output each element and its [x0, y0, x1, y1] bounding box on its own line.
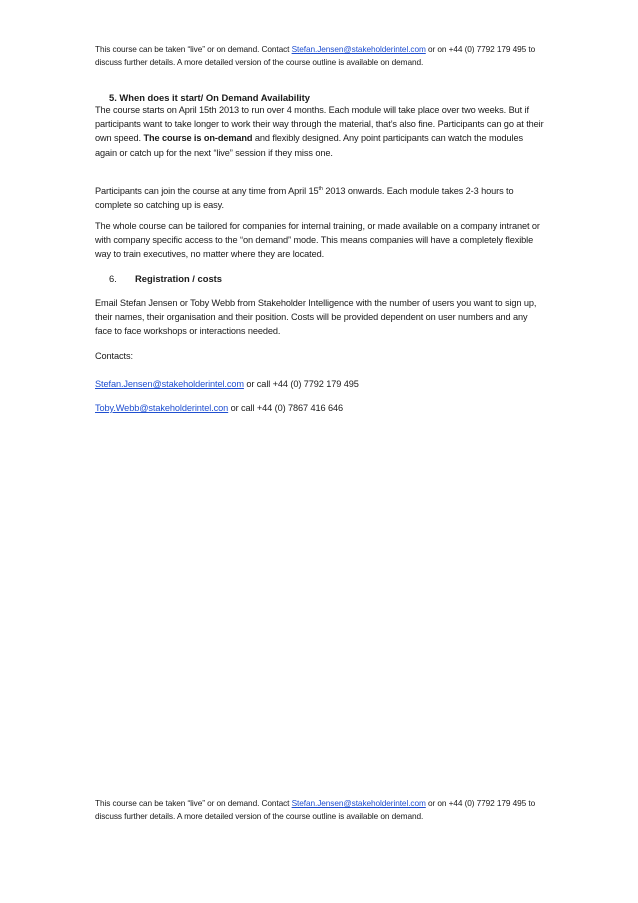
contact-toby: [95, 401, 343, 415]
paragraph-text: and flexibly designed. Any point participants can watch the modules again or catch up for the next “live” session if they miss one.: [95, 133, 523, 158]
section-5-paragraph-1: [95, 103, 545, 160]
section-5-paragraph-3: The whole course can be tailored for companies for internal training, or made available on a company intranet or with company specific access to the “on demand” mode. This means companies will have a completely flexible way to train executives, no matter where they are located.: [95, 221, 540, 260]
page-header: [95, 43, 545, 68]
on-demand-emphasis: The course is on-demand: [143, 133, 253, 144]
paragraph-text: Participants can join the course at any time from April 15: [95, 186, 319, 196]
footer-email-link[interactable]: Stefan.Jensen@stakeholderintel.com: [291, 798, 426, 808]
section-5-heading: 5. When does it start/ On Demand Availability: [109, 92, 310, 103]
contact-stefan-phone: or call +44 (0) 7792 179 495: [243, 379, 359, 389]
header-text-end: or on +44 (0) 7792 179 495 to discuss further details. A more detailed version of the course outline is available on demand.: [95, 44, 536, 67]
paragraph-text: 2013 onwards. Each module takes 2-3 hours to complete so catching up is easy.: [95, 186, 514, 211]
footer-text-end: or on +44 (0) 7792 179 495 to discuss further details. A more detailed version of the course outline is available on demand.: [95, 798, 536, 821]
section-5-paragraph-2: [95, 184, 545, 212]
contact-stefan: [95, 377, 359, 391]
section-6-paragraph: Email Stefan Jensen or Toby Webb from Stakeholder Intelligence with the number of users you want to sign up, their names, their organisation and their position. Costs will be provided dependent on user numbers and any face to face workshops or interactions needed.: [95, 298, 537, 337]
contact-toby-phone: or call +44 (0) 7867 416 646: [228, 403, 343, 413]
contacts-label: Contacts:: [95, 351, 133, 361]
section-6-number: 6.: [109, 273, 117, 284]
header-email-link[interactable]: Stefan.Jensen@stakeholderintel.com: [291, 44, 426, 54]
footer-text-start: This course can be taken “live” or on demand. Contact: [95, 798, 292, 808]
contact-toby-email-link[interactable]: Toby.Webb@stakeholderintel.con: [95, 403, 229, 413]
paragraph-text: The course starts on April 15th 2013 to run over 4 months. Each module will take place over two weeks. But if participants want to take longer to work their way through the material, that’s also fine. Participants can go at their own speed.: [95, 105, 544, 144]
page-footer: [95, 797, 545, 822]
section-6-heading: [109, 273, 222, 284]
header-text-start: This course can be taken “live” or on demand. Contact: [95, 44, 292, 54]
ordinal-suffix: th: [318, 186, 323, 192]
section-6-title: Registration / costs: [135, 273, 222, 284]
contact-stefan-email-link[interactable]: Stefan.Jensen@stakeholderintel.com: [95, 379, 244, 389]
